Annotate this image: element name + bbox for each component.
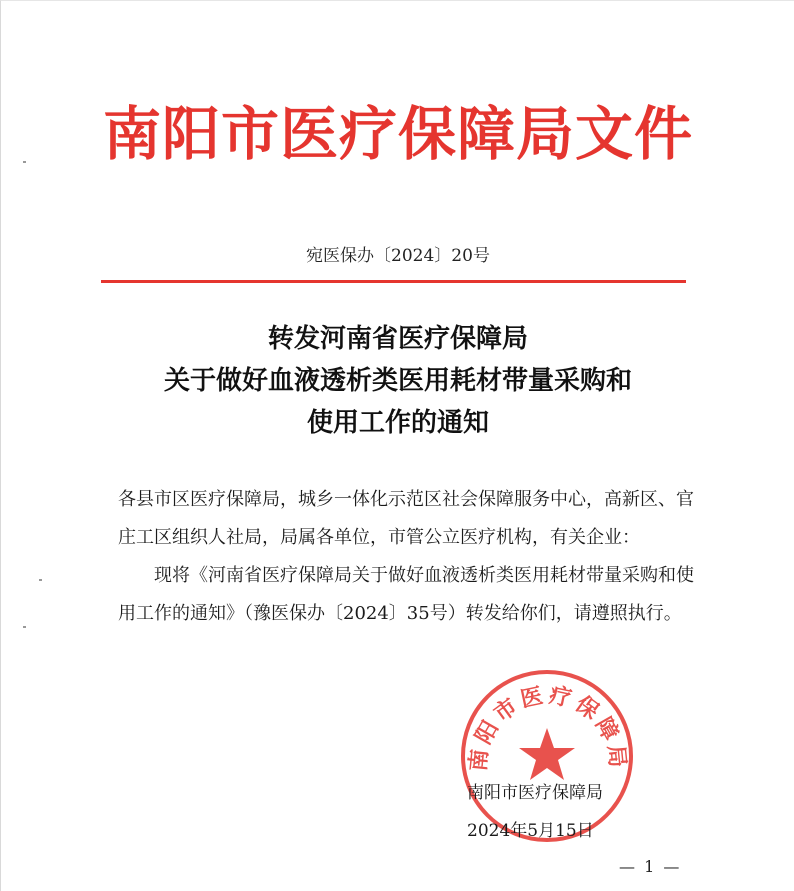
issuer-name: 南阳市医疗保障局 xyxy=(467,783,603,803)
document-red-header: 南阳市医疗保障局文件 xyxy=(102,100,693,168)
title-line-3: 使用工作的通知 xyxy=(306,408,489,438)
issue-date: 2024年5月15日 xyxy=(467,821,594,841)
red-separator-line xyxy=(101,280,686,283)
document-body xyxy=(118,481,698,633)
page-number: — 1 — xyxy=(619,857,682,876)
document-title xyxy=(1,318,794,444)
recipients-paragraph: 各县市区医疗保障局，城乡一体化示范区社会保障服务中心，高新区、官庄工区组织人社局，局属各单位，市管公立医疗机构，有关企业： xyxy=(118,489,694,548)
document-number: 宛医保办〔2024〕20号 xyxy=(306,246,490,266)
seal-text: 南阳市医疗保障局 xyxy=(465,682,631,773)
signature-block xyxy=(467,774,637,850)
seal-star-icon xyxy=(519,728,575,780)
scan-speck xyxy=(23,626,26,628)
title-line-2: 关于做好血液透析类医用耗材带量采购和 xyxy=(163,366,632,396)
scan-speck xyxy=(39,579,42,581)
content-paragraph: 现将《河南省医疗保障局关于做好血液透析类医用耗材带量采购和使用工作的通知》（豫医保办〔2024〕35号）转发给你们，请遵照执行。 xyxy=(118,565,694,624)
title-line-1: 转发河南省医疗保障局 xyxy=(267,324,528,354)
